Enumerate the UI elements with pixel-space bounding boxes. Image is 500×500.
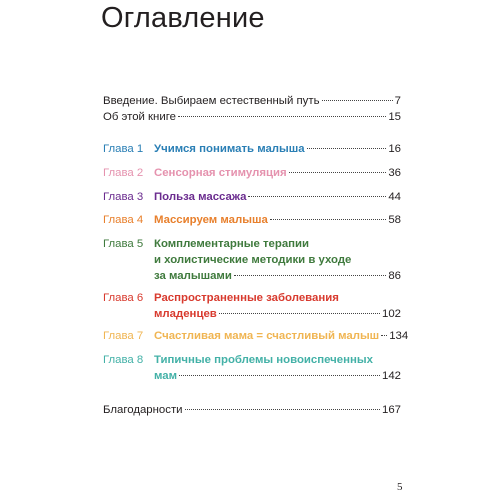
- chapter-label: Глава 5: [103, 238, 144, 250]
- chapter-page: 142: [381, 370, 401, 382]
- chapter-title: Комплементарные терапии: [154, 238, 310, 250]
- dot-leader: [178, 116, 386, 117]
- toc-entry-title: Об этой книге: [103, 111, 176, 123]
- chapter-page: 102: [381, 308, 401, 320]
- toc-entry-title: Благодарности: [103, 404, 183, 416]
- dot-leader: [270, 219, 387, 220]
- chapter-title: Сенсорная стимуляция: [154, 167, 287, 179]
- chapter-title: Типичные проблемы новоиспеченных: [154, 354, 373, 366]
- toc-chapter-8[interactable]: [103, 352, 401, 384]
- chapter-label: Глава 1: [103, 143, 144, 155]
- dot-leader: [289, 172, 387, 173]
- chapter-title: Учимся понимать малыша: [154, 143, 305, 155]
- page-title: Оглавление: [101, 2, 265, 34]
- chapter-page: 16: [388, 143, 401, 155]
- chapter-page: 134: [389, 330, 409, 342]
- chapter-label: Глава 7: [103, 330, 144, 342]
- chapter-label: Глава 3: [103, 191, 144, 203]
- toc-entry-title: Введение. Выбираем естественный путь: [103, 95, 320, 107]
- chapter-label: Глава 2: [103, 167, 144, 179]
- dot-leader: [185, 409, 380, 410]
- chapter-page: 86: [388, 270, 401, 282]
- toc-entry-about-book[interactable]: [103, 110, 401, 125]
- dot-leader: [381, 335, 387, 336]
- toc-chapter-4[interactable]: [103, 212, 401, 228]
- toc-chapter-6[interactable]: [103, 290, 401, 322]
- chapter-title: Распространенные заболевания: [154, 292, 339, 304]
- toc-chapter-1[interactable]: [103, 141, 401, 157]
- chapter-title: и холистические методики в уходе: [154, 254, 352, 266]
- dot-leader: [234, 275, 386, 276]
- chapter-title: за малышами: [154, 270, 232, 282]
- chapter-label: Глава 8: [103, 354, 144, 366]
- chapter-title: мам: [154, 370, 178, 382]
- toc-entry-page: 7: [394, 95, 401, 107]
- chapter-page: 44: [388, 191, 401, 203]
- chapter-title: Польза массажа: [154, 191, 247, 203]
- dot-leader: [322, 100, 393, 101]
- toc-chapter-7[interactable]: [103, 328, 409, 344]
- dot-leader: [219, 313, 380, 314]
- chapter-page: 36: [388, 167, 401, 179]
- toc-chapter-3[interactable]: [103, 189, 401, 205]
- toc-entry-page: 15: [388, 111, 401, 123]
- toc-entry-introduction[interactable]: [103, 94, 401, 109]
- chapter-page: 58: [388, 214, 401, 226]
- dot-leader: [248, 196, 386, 197]
- dot-leader: [179, 375, 380, 376]
- toc-entry-acknowledgements[interactable]: [103, 403, 401, 418]
- dot-leader: [307, 148, 387, 149]
- chapter-label: Глава 6: [103, 292, 144, 304]
- toc-chapter-2[interactable]: [103, 165, 401, 181]
- toc-entry-page: 167: [381, 404, 401, 416]
- page-number: 5: [397, 481, 403, 493]
- chapter-title: младенцев: [154, 308, 217, 320]
- chapter-label: Глава 4: [103, 214, 144, 226]
- chapter-title: Массируем малыша: [154, 214, 268, 226]
- toc-chapter-5[interactable]: [103, 236, 401, 284]
- chapter-title: Счастливая мама = счастливый малыш: [154, 330, 380, 342]
